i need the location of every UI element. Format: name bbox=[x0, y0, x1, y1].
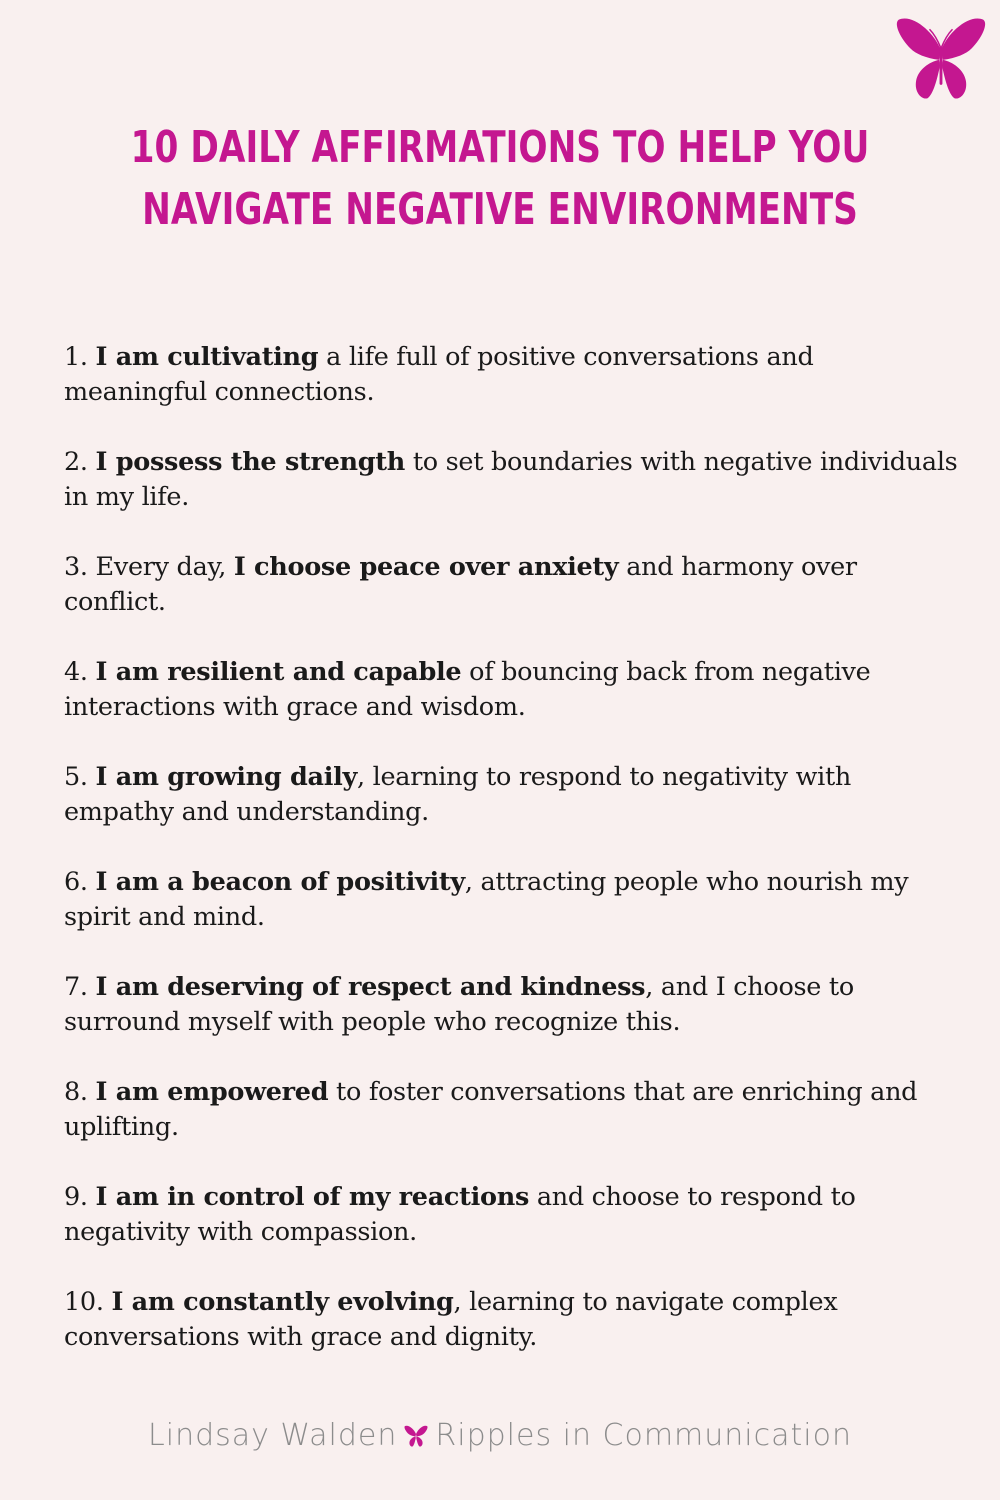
affirmation-number: 2. bbox=[64, 447, 88, 477]
affirmation-item bbox=[64, 655, 964, 725]
affirmation-number: 8. bbox=[64, 1077, 88, 1107]
affirmation-item bbox=[64, 865, 964, 935]
affirmation-text: and harmony over conflict. bbox=[64, 552, 857, 617]
affirmation-number: 4. bbox=[64, 657, 88, 687]
butterfly-logo-icon bbox=[893, 12, 989, 104]
footer-author: Lindsay Walden bbox=[148, 1418, 398, 1453]
affirmation-bold: I am a beacon of positivity bbox=[95, 867, 465, 897]
affirmation-number: 7. bbox=[64, 972, 88, 1002]
affirmation-text: , and I choose to surround myself with people who recognize this. bbox=[64, 972, 854, 1037]
affirmation-item bbox=[64, 760, 964, 830]
affirmation-text: to set boundaries with negative individuals in my life. bbox=[64, 447, 958, 512]
title-line-2: NAVIGATE NEGATIVE ENVIRONMENTS bbox=[142, 184, 858, 235]
affirmation-text: of bouncing back from negative interactions with grace and wisdom. bbox=[64, 657, 871, 722]
affirmation-number: 6. bbox=[64, 867, 88, 897]
affirmation-bold: I am constantly evolving bbox=[111, 1287, 454, 1317]
page-title bbox=[110, 117, 890, 241]
affirmation-bold: I am cultivating bbox=[95, 342, 319, 372]
affirmation-number: 1. bbox=[64, 342, 88, 372]
affirmation-text: , learning to navigate complex conversations with grace and dignity. bbox=[64, 1287, 838, 1352]
affirmation-item bbox=[64, 970, 964, 1040]
affirmation-bold: I am empowered bbox=[95, 1077, 329, 1107]
affirmation-text: a life full of positive conversations and meaningful connections. bbox=[64, 342, 814, 407]
affirmation-bold: I am growing daily bbox=[95, 762, 358, 792]
affirmation-bold: I am in control of my reactions bbox=[95, 1182, 530, 1212]
affirmation-pre: Every day, bbox=[95, 552, 234, 582]
affirmation-text: to foster conversations that are enriching and uplifting. bbox=[64, 1077, 918, 1142]
affirmation-item bbox=[64, 1285, 964, 1355]
affirmation-bold: I choose peace over anxiety bbox=[233, 552, 619, 582]
footer-brand: Ripples in Communication bbox=[435, 1418, 852, 1453]
affirmation-item bbox=[64, 1075, 964, 1145]
affirmation-number: 9. bbox=[64, 1182, 88, 1212]
footer-credit bbox=[0, 1418, 1000, 1453]
butterfly-icon bbox=[403, 1424, 429, 1448]
affirmation-bold: I possess the strength bbox=[95, 447, 406, 477]
affirmation-item bbox=[64, 445, 964, 515]
affirmation-number: 10. bbox=[64, 1287, 104, 1317]
affirmation-bold: I am deserving of respect and kindness bbox=[95, 972, 646, 1002]
affirmation-text: and choose to respond to negativity with compassion. bbox=[64, 1182, 856, 1247]
affirmation-number: 3. bbox=[64, 552, 88, 582]
affirmation-number: 5. bbox=[64, 762, 88, 792]
affirmation-item bbox=[64, 340, 964, 410]
title-line-1: 10 DAILY AFFIRMATIONS TO HELP YOU bbox=[130, 122, 870, 173]
affirmation-bold: I am resilient and capable bbox=[95, 657, 462, 687]
affirmation-text: , learning to respond to negativity with empathy and understanding. bbox=[64, 762, 852, 827]
affirmation-text: , attracting people who nourish my spirit and mind. bbox=[64, 867, 909, 932]
affirmation-item bbox=[64, 550, 964, 620]
affirmation-list bbox=[64, 340, 964, 1390]
affirmation-item bbox=[64, 1180, 964, 1250]
